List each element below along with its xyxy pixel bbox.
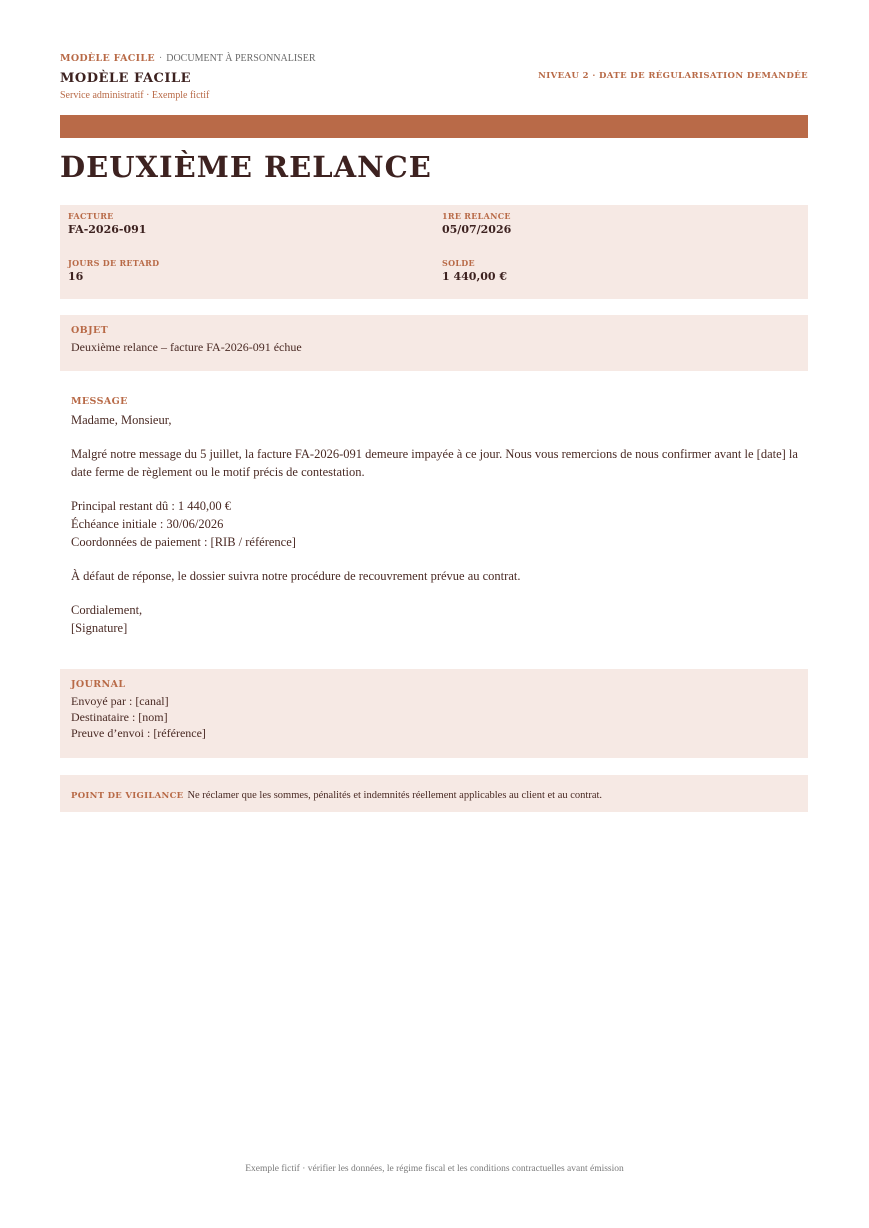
header-separator: ·	[158, 53, 163, 64]
meta-first-reminder	[442, 211, 511, 237]
vigilance-label: POINT DE VIGILANCE	[71, 791, 184, 801]
message-principal: Principal restant dû : 1 440,00 €	[71, 499, 232, 513]
header-topline	[60, 53, 316, 64]
journal-box	[60, 669, 808, 758]
subject-box	[60, 315, 808, 371]
message-payment: Coordonnées de paiement : [RIB / référence]	[71, 535, 296, 549]
meta-invoice	[68, 211, 146, 237]
reminder-level: NIVEAU 2 · DATE DE RÉGULARISATION DEMANDÉE	[538, 71, 808, 81]
message-signature: [Signature]	[71, 621, 128, 635]
journal-label: JOURNAL	[71, 679, 126, 690]
message-due-date: Échéance initiale : 30/06/2026	[71, 517, 224, 531]
meta-days-late-label: JOURS DE RETARD	[68, 258, 160, 268]
meta-balance-value: 1 440,00 €	[442, 270, 508, 283]
subject-text: Deuxième relance – facture FA-2026-091 échue	[71, 340, 302, 354]
page-title: DEUXIÈME RELANCE	[60, 150, 432, 184]
message-body: Malgré notre message du 5 juillet, la facture FA-2026-091 demeure impayée à ce jour. Nous vous remercions de nous confirmer avant le [date] la date ferme de règlement ou le motif précis de contestation.	[71, 447, 798, 479]
meta-balance-label: SOLDE	[442, 258, 475, 268]
message-label: MESSAGE	[71, 396, 128, 407]
subject-label: OBJET	[71, 325, 109, 336]
message-closing: Cordialement,	[71, 603, 143, 617]
vigilance-box	[60, 775, 808, 812]
message-section	[71, 396, 801, 637]
message-greeting: Madame, Monsieur,	[71, 413, 172, 427]
accent-bar	[60, 115, 808, 138]
meta-first-reminder-label: 1RE RELANCE	[442, 211, 511, 221]
footer-note: Exemple fictif · vérifier les données, le régime fiscal et les conditions contractuelles avant émission	[245, 1164, 624, 1174]
meta-invoice-label: FACTURE	[68, 211, 114, 221]
journal-sent-by: Envoyé par : [canal]	[71, 694, 169, 708]
meta-invoice-value: FA-2026-091	[68, 223, 147, 236]
header-tag: DOCUMENT À PERSONNALISER	[166, 53, 316, 64]
meta-days-late	[68, 258, 159, 284]
meta-days-late-value: 16	[68, 270, 84, 283]
meta-first-reminder-value: 05/07/2026	[442, 223, 512, 236]
meta-panel	[60, 205, 808, 299]
meta-balance	[442, 258, 507, 284]
journal-proof: Preuve d’envoi : [référence]	[71, 726, 206, 740]
journal-recipient: Destinataire : [nom]	[71, 710, 168, 724]
message-warning: À défaut de réponse, le dossier suivra notre procédure de recouvrement prévue au contrat.	[71, 569, 521, 583]
vigilance-text: Ne réclamer que les sommes, pénalités et indemnités réellement applicables au client et au contrat.	[187, 790, 603, 801]
company-name: MODÈLE FACILE	[60, 71, 192, 86]
company-service: Service administratif · Exemple fictif	[60, 90, 210, 101]
header-brand: MODÈLE FACILE	[60, 53, 155, 64]
